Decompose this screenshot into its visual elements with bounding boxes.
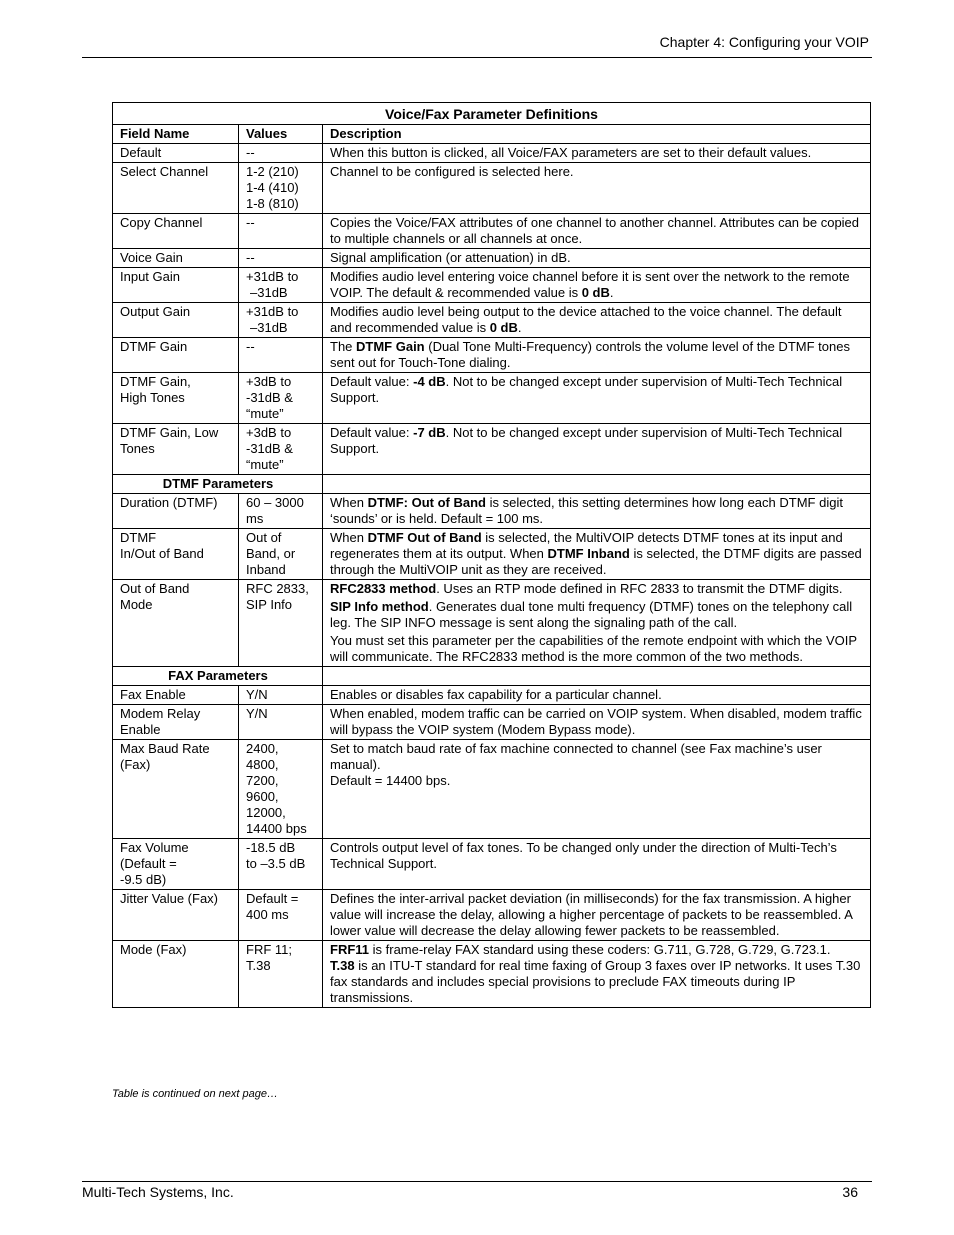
- value-line: Inband: [246, 562, 286, 577]
- footer-company: Multi-Tech Systems, Inc.: [82, 1184, 234, 1200]
- field-name-line: DTMF Gain, Low: [120, 425, 219, 440]
- field-values: [239, 494, 323, 529]
- description-bold: DTMF Gain: [356, 339, 425, 354]
- description-run: Modifies audio level entering voice channel before it is sent over the network to the remote VOIP. The default & recommended value is: [330, 269, 850, 300]
- field-values: [239, 303, 323, 338]
- value-line: Y/N: [246, 687, 268, 702]
- description-run: . Generates dual tone multi frequency (DTMF) tones on the telephony call leg. The SIP INFO message is sent along the signaling path of the call.: [330, 599, 853, 630]
- field-values: [239, 740, 323, 839]
- description-bold: 0 dB: [489, 320, 518, 335]
- value-line: +3dB to: [246, 374, 292, 389]
- description-run: is frame-relay FAX standard using these coders: G.711, G.728, G.729, G.723.1.: [369, 942, 831, 957]
- field-name: [113, 529, 239, 580]
- column-header-row: [113, 125, 871, 144]
- table-row: [113, 214, 871, 249]
- table-row: [113, 303, 871, 338]
- value-line: 14400 bps: [246, 821, 307, 836]
- description-paragraph: [330, 958, 864, 1006]
- table-row: [113, 268, 871, 303]
- field-name: [113, 705, 239, 740]
- field-name: [113, 424, 239, 475]
- field-values: [239, 144, 323, 163]
- description-text: Enables or disables fax capability for a particular channel.: [330, 687, 662, 702]
- footer-rule: [82, 1181, 872, 1182]
- value-line: SIP Info: [246, 597, 293, 612]
- value-line: RFC 2833,: [246, 581, 309, 596]
- field-name-line: Modem Relay: [120, 706, 201, 721]
- field-description: [323, 424, 871, 475]
- table-row: [113, 494, 871, 529]
- field-name-line: (Fax): [120, 757, 151, 772]
- field-name-line: DTMF: [120, 530, 157, 545]
- value-line: –31dB: [250, 285, 288, 300]
- field-values: [239, 941, 323, 1008]
- description-text: Set to match baud rate of fax machine connected to channel (see Fax machine’s user manual).: [330, 741, 822, 772]
- value-line: --: [246, 339, 255, 354]
- field-name: Jitter Value (Fax): [113, 890, 239, 941]
- description-text: Signal amplification (or attenuation) in dB.: [330, 250, 571, 265]
- field-name: [113, 373, 239, 424]
- description-run: is selected, the MultiVOIP detects DTMF tones at its input and regenerates them at its output. When: [330, 530, 843, 561]
- field-description: [323, 941, 871, 1008]
- section-row-dtmf: [113, 475, 871, 494]
- description-text: [330, 374, 864, 406]
- field-values: [239, 338, 323, 373]
- table-row: [113, 163, 871, 214]
- description-paragraph: [330, 599, 864, 631]
- table-row: [113, 890, 871, 941]
- value-line: Band, or: [246, 546, 296, 561]
- field-name-line: (Default =: [120, 856, 177, 871]
- field-values: [239, 214, 323, 249]
- field-name-line: -9.5 dB): [120, 872, 167, 887]
- field-description: [323, 686, 871, 705]
- field-description: [323, 494, 871, 529]
- field-description: [323, 163, 871, 214]
- description-run: . Not to be changed except under supervision of Multi-Tech Technical Support.: [330, 425, 843, 456]
- field-name-line: Enable: [120, 722, 161, 737]
- field-description: [323, 740, 871, 839]
- field-name-line: High Tones: [120, 390, 185, 405]
- description-text: [330, 339, 864, 371]
- field-description: [323, 144, 871, 163]
- table-title-row: [113, 103, 871, 125]
- value-line: --: [246, 250, 255, 265]
- table-row: [113, 373, 871, 424]
- description-bold: -7 dB: [413, 425, 446, 440]
- value-line: T.38: [246, 958, 271, 973]
- column-header-values: Values: [239, 125, 323, 144]
- chapter-header: Chapter 4: Configuring your VOIP: [659, 34, 869, 50]
- value-line: “mute”: [246, 406, 284, 421]
- field-values: [239, 373, 323, 424]
- page-number: 36: [842, 1184, 858, 1200]
- value-line: +31dB to: [246, 304, 299, 319]
- field-description: [323, 303, 871, 338]
- table-row: [113, 338, 871, 373]
- description-bold: -4 dB: [413, 374, 446, 389]
- field-name: DTMF Gain: [113, 338, 239, 373]
- description-text: Defines the inter-arrival packet deviation (in milliseconds) for the fax transmission. A higher value will increase the delay, allowing a higher percentage of packets to be reassembled. A lower value will decrease the delay allowing fewer packets to be reassembled.: [330, 891, 853, 938]
- field-name-line: DTMF Gain,: [120, 374, 191, 389]
- description-bold: FRF11: [330, 942, 370, 957]
- description-run: Default value:: [330, 374, 414, 389]
- field-name: Select Channel: [113, 163, 239, 214]
- value-line: -31dB &: [246, 441, 293, 456]
- description-paragraph: [330, 581, 864, 597]
- value-line: Default =: [246, 891, 299, 906]
- header-rule: [82, 57, 872, 58]
- description-run: (Dual Tone Multi-Frequency) controls the volume level of the DTMF tones sent out for Touch-Tone dialing.: [330, 339, 850, 370]
- field-values: [239, 424, 323, 475]
- table-row: [113, 686, 871, 705]
- description-bold: DTMF Out of Band: [367, 530, 482, 545]
- table-row: [113, 941, 871, 1008]
- description-run: .: [517, 320, 522, 335]
- field-values: [239, 580, 323, 667]
- description-text: [330, 495, 864, 527]
- field-description: [323, 373, 871, 424]
- continued-note: Table is continued on next page…: [112, 1088, 278, 1100]
- description-text: [330, 304, 864, 336]
- field-name: Copy Channel: [113, 214, 239, 249]
- section-heading-dtmf: DTMF Parameters: [113, 475, 323, 494]
- field-values: [239, 268, 323, 303]
- value-line: +3dB to: [246, 425, 292, 440]
- description-text: [330, 425, 864, 457]
- value-line: 2400,: [246, 741, 279, 756]
- description-run: is selected, the DTMF digits are passed through the MultiVOIP unit as they are received.: [330, 546, 862, 577]
- description-text: When this button is clicked, all Voice/FAX parameters are set to their default values.: [330, 145, 812, 160]
- value-line: 9600,: [246, 789, 279, 804]
- section-empty-cell: [323, 475, 871, 494]
- field-values: [239, 686, 323, 705]
- field-description: [323, 529, 871, 580]
- field-name: [113, 839, 239, 890]
- field-description: [323, 705, 871, 740]
- table-row: [113, 580, 871, 667]
- field-description: [323, 268, 871, 303]
- value-line: ms: [246, 511, 264, 526]
- description-text: Channel to be configured is selected here.: [330, 164, 574, 179]
- value-line: to –3.5 dB: [246, 856, 306, 871]
- field-name: Fax Enable: [113, 686, 239, 705]
- field-description: [323, 890, 871, 941]
- description-run: .: [609, 285, 614, 300]
- description-run: When: [330, 530, 368, 545]
- table-row: [113, 705, 871, 740]
- field-name: Output Gain: [113, 303, 239, 338]
- description-run: is selected, this setting determines how long each DTMF digit ‘sounds’ or is held. Default = 100 ms.: [330, 495, 843, 526]
- field-description: [323, 580, 871, 667]
- description-bold: DTMF Inband: [547, 546, 630, 561]
- value-line: --: [246, 215, 255, 230]
- field-name: Duration (DTMF): [113, 494, 239, 529]
- value-line: –31dB: [250, 320, 288, 335]
- field-name: Voice Gain: [113, 249, 239, 268]
- field-name: [113, 740, 239, 839]
- field-name: [113, 580, 239, 667]
- value-line: -31dB &: [246, 390, 293, 405]
- table-row: [113, 839, 871, 890]
- description-paragraph: You must set this parameter per the capabilities of the remote endpoint with which the VOIP will communicate. The RFC2833 method is the more common of the two methods.: [330, 633, 857, 664]
- field-name: Default: [113, 144, 239, 163]
- column-header-description: Description: [323, 125, 871, 144]
- description-bold: 0 dB: [581, 285, 610, 300]
- field-name-line: Fax Volume: [120, 840, 189, 855]
- field-description: [323, 839, 871, 890]
- description-run: . Uses an RTP mode defined in RFC 2833 to transmit the DTMF digits.: [436, 581, 843, 596]
- field-name: Mode (Fax): [113, 941, 239, 1008]
- section-heading-fax: FAX Parameters: [113, 667, 323, 686]
- field-values: [239, 163, 323, 214]
- value-line: 7200,: [246, 773, 279, 788]
- description-bold: RFC2833 method: [330, 581, 437, 596]
- field-values: [239, 890, 323, 941]
- description-bold: SIP Info method: [330, 599, 429, 614]
- description-text: Copies the Voice/FAX attributes of one channel to another channel. Attributes can be copied to multiple channels or all channels at once.: [330, 215, 860, 246]
- value-line: --: [246, 145, 255, 160]
- field-name-line: In/Out of Band: [120, 546, 204, 561]
- description-text: Default = 14400 bps.: [330, 773, 451, 788]
- field-name-line: Max Baud Rate: [120, 741, 210, 756]
- field-description: [323, 214, 871, 249]
- table-row: [113, 529, 871, 580]
- table-row: [113, 424, 871, 475]
- value-line: +31dB to: [246, 269, 299, 284]
- field-name-line: Mode: [120, 597, 153, 612]
- column-header-field: Field Name: [113, 125, 239, 144]
- description-text: Controls output level of fax tones. To be changed only under the direction of Multi-Tech’s Technical Support.: [330, 840, 837, 871]
- description-paragraph: [330, 942, 864, 958]
- field-values: [239, 705, 323, 740]
- value-line: Y/N: [246, 706, 268, 721]
- description-run: The: [330, 339, 357, 354]
- description-text: [330, 530, 864, 578]
- value-line: 400 ms: [246, 907, 289, 922]
- value-line: 1-2 (210): [246, 164, 299, 179]
- value-line: Out of: [246, 530, 282, 545]
- table-title: Voice/Fax Parameter Definitions: [113, 103, 871, 125]
- field-values: [239, 529, 323, 580]
- field-name: Input Gain: [113, 268, 239, 303]
- description-text: When enabled, modem traffic can be carried on VOIP system. When disabled, modem traffic will bypass the VOIP system (Modem Bypass mode).: [330, 706, 862, 737]
- field-description: [323, 249, 871, 268]
- value-line: 12000,: [246, 805, 286, 820]
- description-bold: DTMF: Out of Band: [367, 495, 486, 510]
- value-line: 1-8 (810): [246, 196, 299, 211]
- field-name-line: Tones: [120, 441, 155, 456]
- value-line: 60 – 3000: [246, 495, 304, 510]
- description-run: Default value:: [330, 425, 414, 440]
- description-run: is an ITU-T standard for real time faxing of Group 3 faxes over IP networks. It uses T.30 fax standards and includes special provisions to preclude FAX timeouts during IP transmissions.: [330, 958, 861, 1005]
- table-row: [113, 740, 871, 839]
- value-line: -18.5 dB: [246, 840, 296, 855]
- description-run: When: [330, 495, 368, 510]
- field-values: [239, 249, 323, 268]
- table-row: [113, 249, 871, 268]
- value-line: “mute”: [246, 457, 284, 472]
- field-description: [323, 338, 871, 373]
- value-line: FRF 11;: [246, 942, 292, 957]
- value-line: 4800,: [246, 757, 279, 772]
- description-run: . Not to be changed except under supervision of Multi-Tech Technical Support.: [330, 374, 843, 405]
- description-bold: T.38: [330, 958, 355, 973]
- description-text: [330, 269, 864, 301]
- table-row: [113, 144, 871, 163]
- field-name-line: Out of Band: [120, 581, 190, 596]
- value-line: 1-4 (410): [246, 180, 299, 195]
- section-empty-cell: [323, 667, 871, 686]
- description-run: Modifies audio level being output to the device attached to the voice channel. The default and recommended value is: [330, 304, 842, 335]
- field-values: [239, 839, 323, 890]
- section-row-fax: [113, 667, 871, 686]
- voice-fax-parameter-table: [112, 102, 871, 1008]
